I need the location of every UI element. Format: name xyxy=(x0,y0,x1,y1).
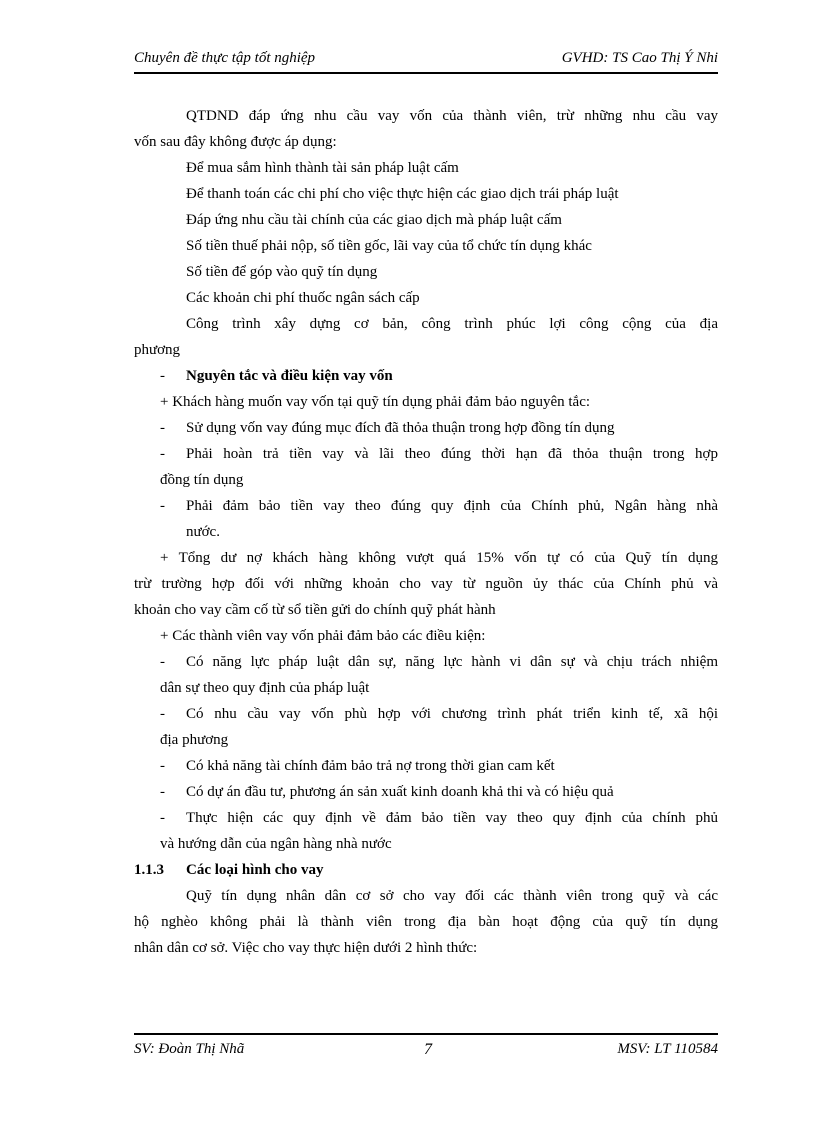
bullet-dash: - xyxy=(160,810,165,826)
footer-student: SV: Đoàn Thị Nhã xyxy=(134,1041,245,1057)
text-line: hộ nghèo không phải là thành viên trong địa bàn hoạt động của quỹ tín dụng xyxy=(134,914,718,930)
page-header xyxy=(134,50,718,74)
bullet-dash: - xyxy=(160,368,165,384)
text-line: Có năng lực pháp luật dân sự, năng lực hành vi dân sự và chịu trách nhiệm xyxy=(186,654,718,670)
text-line: Quỹ tín dụng nhân dân cơ sở cho vay đối các thành viên trong quỹ và các xyxy=(186,888,718,904)
text-line: trừ trường hợp đối với những khoản cho vay từ nguồn ủy thác của Chính phủ và xyxy=(134,576,718,592)
header-title: Chuyên đề thực tập tốt nghiệp xyxy=(134,50,316,66)
text-line: và hướng dẫn của ngân hàng nhà nước xyxy=(160,836,392,852)
bullet-dash: - xyxy=(160,784,165,800)
text-line: Sử dụng vốn vay đúng mục đích đã thỏa thuận trong hợp đồng tín dụng xyxy=(186,420,615,436)
text-line: Thực hiện các quy định về đảm bảo tiền vay theo quy định của chính phủ xyxy=(186,810,718,826)
text-line: nhân dân cơ sở. Việc cho vay thực hiện dưới 2 hình thức: xyxy=(134,940,478,956)
text-line: dân sự theo quy định của pháp luật xyxy=(160,680,370,696)
text-line: Đáp ứng nhu cầu tài chính của các giao dịch mà pháp luật cấm xyxy=(186,212,562,228)
text-line: Phải đảm bảo tiền vay theo đúng quy định của Chính phủ, Ngân hàng nhà xyxy=(186,498,718,514)
text-line: khoản cho vay cầm cố từ sổ tiền gửi do chính quỹ phát hành xyxy=(134,602,496,618)
bullet-dash: - xyxy=(160,498,165,514)
bullet-dash: - xyxy=(160,420,165,436)
page-number: 7 xyxy=(424,1041,432,1058)
text-line: + Các thành viên vay vốn phải đảm bảo các điều kiện: xyxy=(160,628,486,644)
footer-student-id: MSV: LT 110584 xyxy=(617,1041,718,1057)
text-line: + Khách hàng muốn vay vốn tại quỹ tín dụng phải đảm bảo nguyên tắc: xyxy=(160,394,591,410)
text-line: Có nhu cầu vay vốn phù hợp với chương trình phát triển kinh tế, xã hội xyxy=(186,706,718,722)
text-line: nước. xyxy=(186,524,220,540)
page-footer xyxy=(134,1033,718,1067)
text-line: Để mua sắm hình thành tài sản pháp luật cấm xyxy=(186,160,459,176)
bullet-dash: - xyxy=(160,654,165,670)
text-line: Các khoản chi phí thuốc ngân sách cấp xyxy=(186,290,420,306)
text-line: Các loại hình cho vay xyxy=(186,862,324,878)
text-line: Số tiền để góp vào quỹ tín dụng xyxy=(186,264,378,280)
text-line: Nguyên tắc và điều kiện vay vốn xyxy=(186,368,393,384)
header-supervisor: GVHD: TS Cao Thị Ý Nhi xyxy=(561,50,718,66)
text-line: Số tiền thuế phải nộp, số tiền gốc, lãi vay của tổ chức tín dụng khác xyxy=(186,238,592,254)
text-line: Để thanh toán các chi phí cho việc thực hiện các giao dịch trái pháp luật xyxy=(186,186,619,202)
bullet-dash: - xyxy=(160,758,165,774)
text-line: vốn sau đây không được áp dụng: xyxy=(134,134,337,150)
text-line: đồng tín dụng xyxy=(160,472,244,488)
text-line: địa phương xyxy=(160,732,229,748)
bullet-dash: - xyxy=(160,706,165,722)
text-line: Công trình xây dựng cơ bản, công trình phúc lợi công cộng của địa xyxy=(186,316,718,332)
bullet-dash: - xyxy=(160,446,165,462)
text-line: Phải hoàn trả tiền vay và lãi theo đúng thời hạn đã thỏa thuận trong hợp xyxy=(186,446,718,462)
text-line: Có khả năng tài chính đảm bảo trả nợ trong thời gian cam kết xyxy=(186,758,555,774)
text-line: Có dự án đầu tư, phương án sản xuất kinh doanh khả thi và có hiệu quả xyxy=(186,784,614,800)
text-line: QTDND đáp ứng nhu cầu vay vốn của thành viên, trừ những nhu cầu vay xyxy=(186,108,718,124)
text-line: 1.1.3 xyxy=(134,862,164,878)
text-line: phương xyxy=(134,342,181,358)
text-line: + Tổng dư nợ khách hàng không vượt quá 15% vốn tự có của Quỹ tín dụng xyxy=(160,550,718,566)
